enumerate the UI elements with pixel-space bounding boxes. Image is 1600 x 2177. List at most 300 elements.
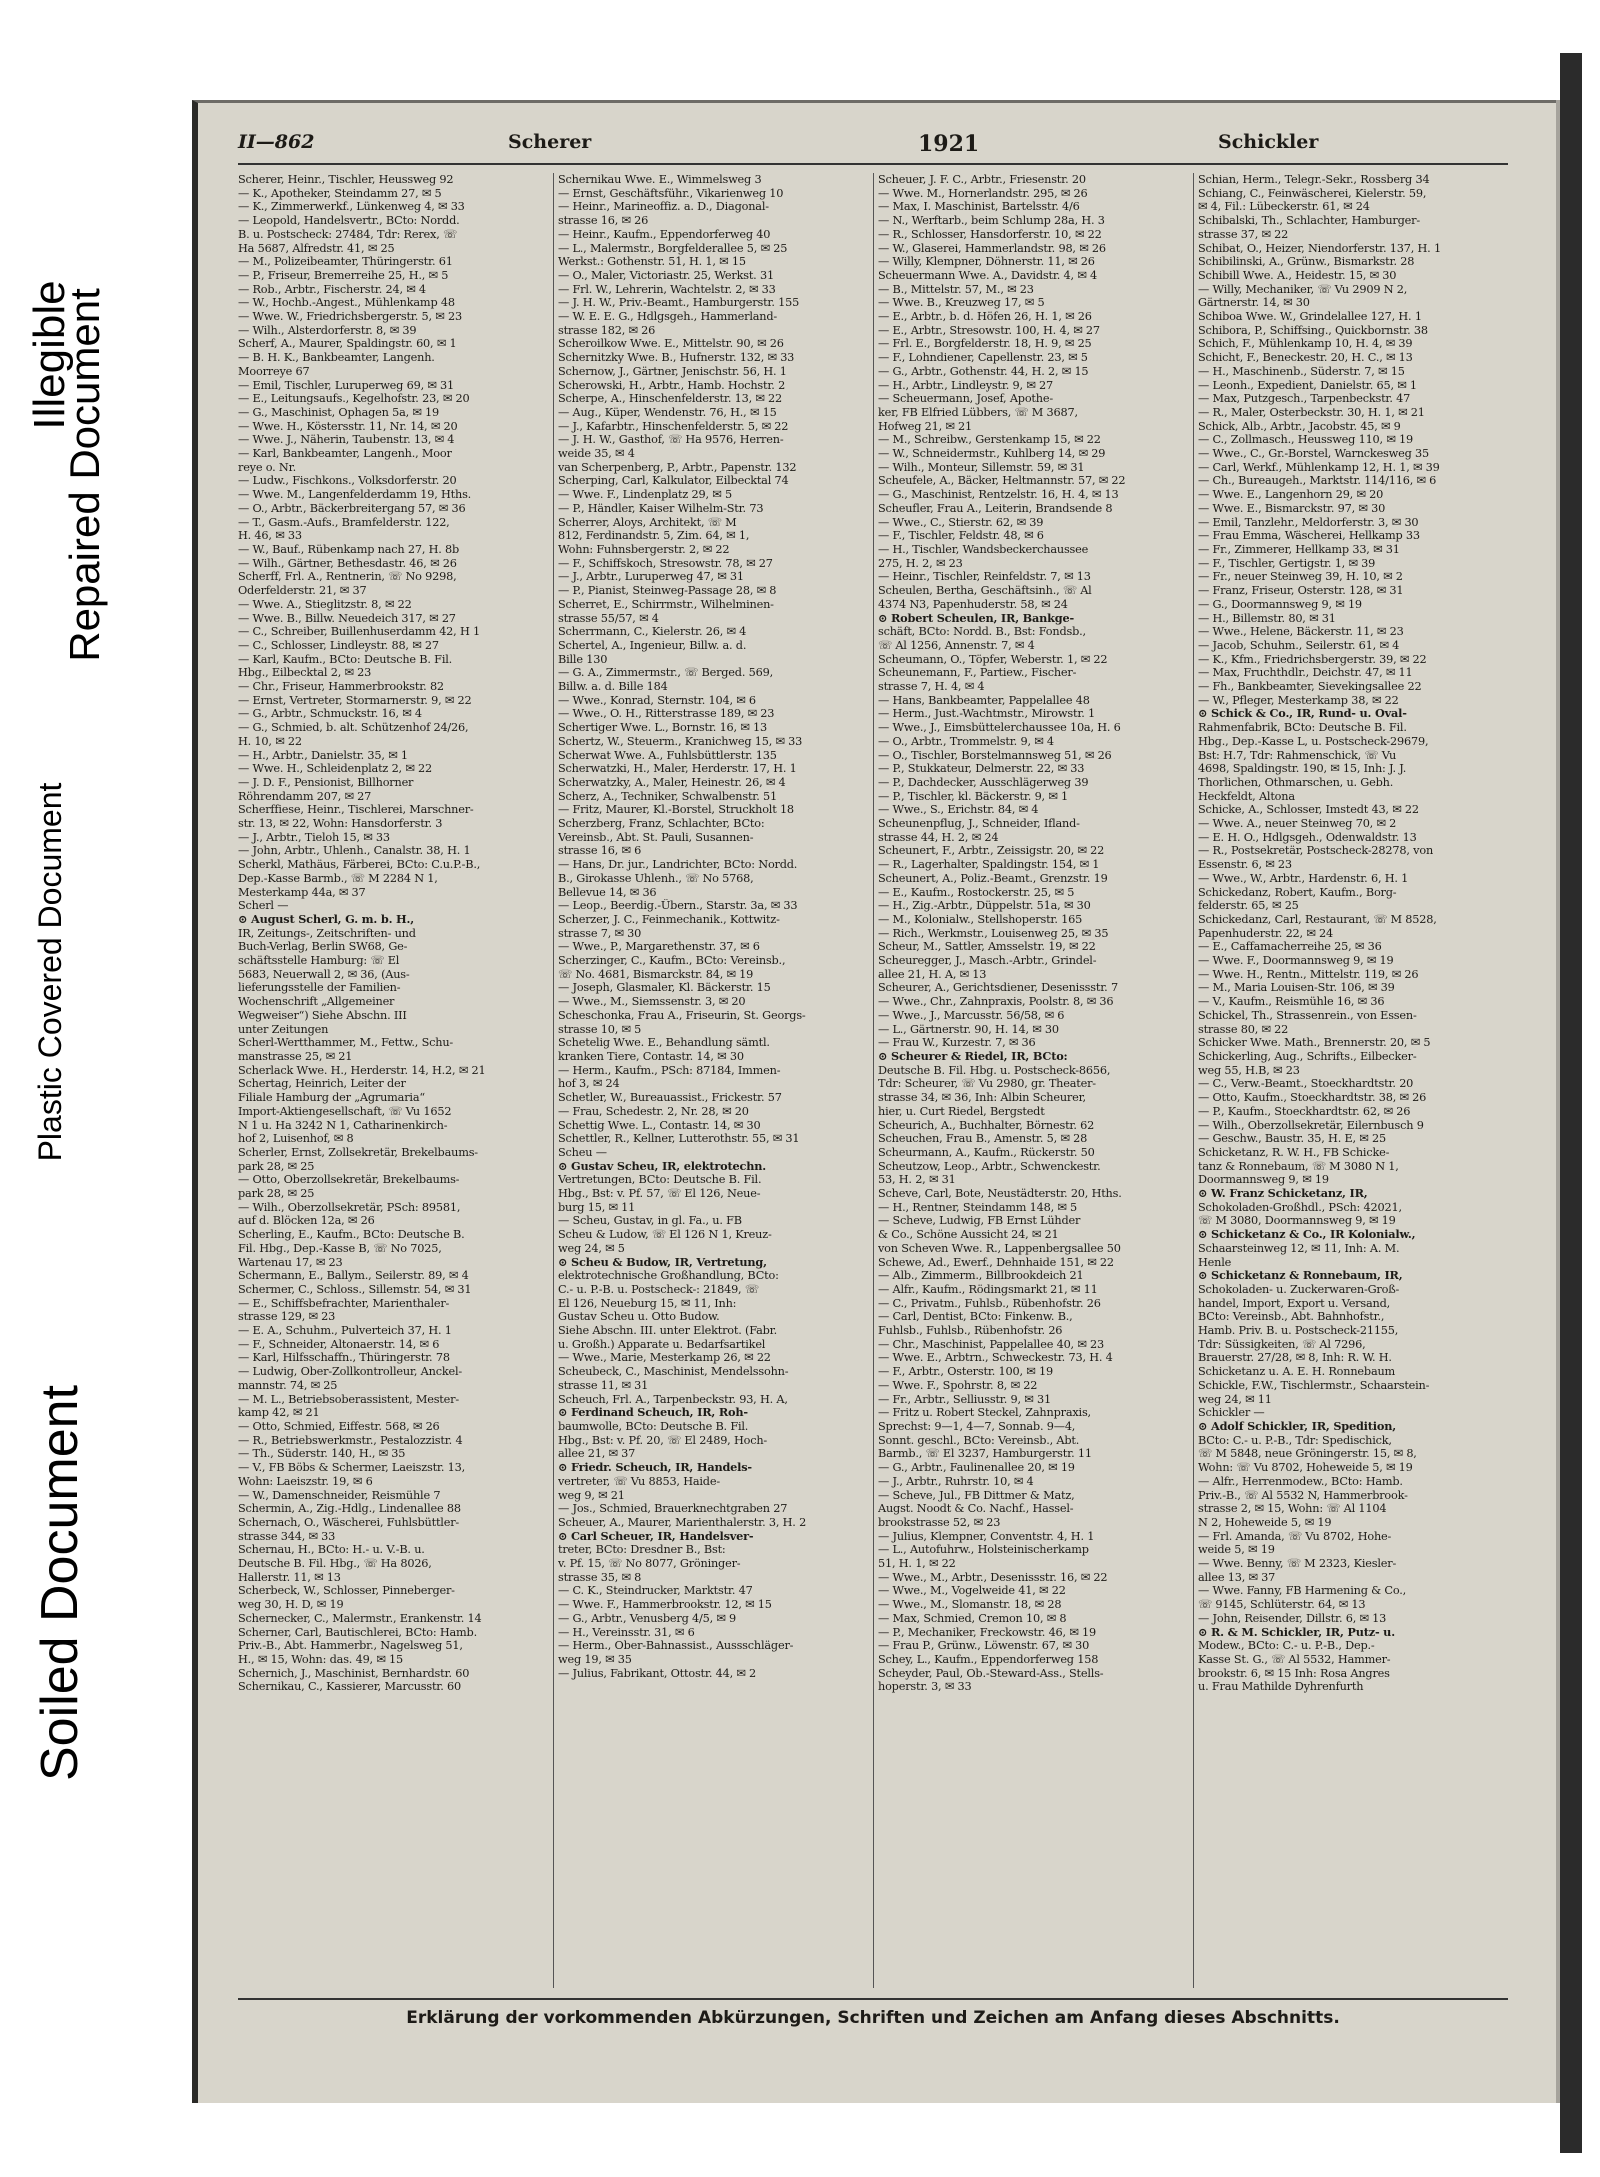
directory-entry-line: Scherret, E., Schirrmstr., Wilhelminen- bbox=[558, 597, 774, 611]
directory-entry-line: Dep.-Kasse Barmb., ☏ M 2284 N 1, bbox=[238, 871, 438, 885]
directory-entry-line: — H., Arbtr., Danielstr. 35, ✉ 1 bbox=[238, 748, 408, 762]
running-head bbox=[238, 131, 1518, 163]
directory-entry-line: manstrasse 25, ✉ 21 bbox=[238, 1050, 353, 1063]
directory-entry-line: — F., Arbtr., Osterstr. 100, ✉ 19 bbox=[878, 1365, 1053, 1379]
directory-entry-line: H. 10, ✉ 22 bbox=[238, 734, 302, 748]
directory-entry-line: — Carl, Werkf., Mühlenkamp 12, H. 1, ✉ 39 bbox=[1198, 460, 1440, 474]
directory-entry-line: kamp 42, ✉ 21 bbox=[238, 1406, 320, 1420]
directory-entry-line: strasse 34, ✉ 36, Inh: Albin Scheurer, bbox=[878, 1091, 1086, 1105]
directory-entry-line: Scherrer, Aloys, Architekt, ☏ M bbox=[558, 515, 737, 529]
directory-entry-line: Brauerstr. 27/28, ✉ 8, Inh: R. W. H. bbox=[1198, 1351, 1392, 1365]
last-entry-word: Schickler bbox=[1218, 131, 1319, 153]
directory-entry-line: Siehe Abschn. III. unter Elektrot. (Fabr. bbox=[558, 1324, 778, 1338]
directory-page-scan bbox=[192, 100, 1556, 2103]
directory-entry-line: Schickel, Th., Strassenrein., von Essen- bbox=[1198, 1008, 1417, 1022]
directory-entry-line: Scheschonka, Frau A., Friseurin, St. Georgs- bbox=[558, 1008, 806, 1022]
directory-entry-line: — L., Gärtnerstr. 90, H. 14, ✉ 30 bbox=[878, 1022, 1059, 1036]
directory-entry-line: Schickedanz, Carl, Restaurant, ☏ M 8528, bbox=[1198, 912, 1437, 926]
directory-entry-line: Gärtnerstr. 14, ✉ 30 bbox=[1198, 296, 1310, 310]
directory-entry-line: — Julius, Klempner, Conventstr. 4, H. 1 bbox=[878, 1529, 1095, 1543]
directory-entry-line: ⊙ Schicketanz & Ronnebaum, IR, bbox=[1198, 1269, 1403, 1283]
directory-entry-line: — G. A., Zimmermstr., ☏ Berged. 569, bbox=[558, 666, 773, 680]
directory-entry-line: Ha 5687, Alfredstr. 41, ✉ 25 bbox=[238, 241, 395, 255]
directory-entry-line: Heckfeldt, Altona bbox=[1198, 789, 1295, 803]
directory-entry-line: weg 30, H. D, ✉ 19 bbox=[238, 1598, 344, 1612]
directory-entry-line: Henle bbox=[1198, 1255, 1232, 1269]
directory-entry-line: — Alb., Zimmerm., Billbrookdeich 21 bbox=[878, 1269, 1084, 1283]
directory-entry-line: Scherf, A., Maurer, Spaldingstr. 60, ✉ 1 bbox=[238, 337, 457, 351]
directory-column-4 bbox=[1198, 173, 1510, 1988]
directory-entry-line: weg 55, H.B, ✉ 23 bbox=[1198, 1063, 1300, 1077]
directory-entry-line: Schernitzky Wwe. B., Hufnerstr. 132, ✉ 33 bbox=[558, 351, 795, 365]
directory-entry-line: Scheunenpflug, J., Schneider, Ifland- bbox=[878, 817, 1080, 831]
directory-entry-line: Moorreye 67 bbox=[238, 364, 310, 378]
directory-entry-line: — Hans, Dr. jur., Landrichter, BCto: Nordd. bbox=[558, 858, 798, 872]
directory-entry-line: — Wilh., Gärtner, Bethesdastr. 46, ✉ 26 bbox=[238, 556, 457, 570]
directory-entry-line: — H., Tischler, Wandsbeckerchaussee bbox=[878, 542, 1089, 556]
directory-entry-line: strasse 129, ✉ 23 bbox=[238, 1310, 336, 1324]
directory-entry-line: Scherz, A., Techniker, Schwalbenstr. 51 bbox=[558, 789, 778, 803]
directory-entry-line: brookstrasse 52, ✉ 23 bbox=[878, 1515, 1001, 1529]
directory-entry-line: hoperstr. 3, ✉ 33 bbox=[878, 1680, 972, 1694]
footer-note: Erklärung der vorkommenden Abkürzungen, Schriften und Zeichen am Anfang dieses Abschnitts. bbox=[406, 2008, 1340, 2028]
directory-entry-line: — Scheu, Gustav, in gl. Fa., u. FB bbox=[558, 1214, 742, 1228]
directory-entry-line: ✉ 4, Fil.: Lübeckerstr. 61, ✉ 24 bbox=[1198, 200, 1370, 214]
directory-entry-line: Scheyder, Paul, Ob.-Steward-Ass., Stells- bbox=[878, 1666, 1104, 1680]
directory-entry-line: str. 13, ✉ 22, Wohn: Hansdorferstr. 3 bbox=[238, 817, 443, 831]
directory-entry-line: — John, Reisender, Dillstr. 6, ✉ 13 bbox=[1198, 1611, 1387, 1625]
directory-entry-line: — Emil, Tischler, Luruperweg 69, ✉ 31 bbox=[238, 378, 454, 392]
directory-entry-line: brookstr. 6, ✉ 15 Inh: Rosa Angres bbox=[1198, 1666, 1390, 1680]
directory-entry-line: ⊙ Robert Scheulen, IR, Bankge- bbox=[878, 611, 1074, 625]
directory-entry-line: — Fr., Arbtr., Selliusstr. 9, ✉ 31 bbox=[878, 1392, 1051, 1406]
directory-entry-line: strasse 7, ✉ 30 bbox=[558, 926, 642, 940]
directory-entry-line: Scheumann, O., Töpfer, Weberstr. 1, ✉ 22 bbox=[878, 652, 1108, 666]
directory-entry-line: B., Girokasse Uhlenh., ☏ No 5768, bbox=[558, 871, 754, 885]
directory-entry-line: Hamb. Priv. B. u. Postscheck-21155, bbox=[1198, 1324, 1399, 1338]
directory-entry-line: — K., Apotheker, Steindamm 27, ✉ 5 bbox=[238, 186, 442, 200]
directory-entry-line: Billw. a. d. Bille 184 bbox=[558, 680, 668, 694]
directory-entry-line: Papenhuderstr. 22, ✉ 24 bbox=[1198, 926, 1333, 940]
directory-entry-line: ⊙ Friedr. Scheuch, IR, Handels- bbox=[558, 1461, 752, 1475]
scan-edge bbox=[1560, 53, 1582, 2153]
directory-entry-line: — Franz, Friseur, Osterstr. 128, ✉ 31 bbox=[1198, 584, 1404, 598]
directory-entry-line: — W. E. E. G., Hdlgsgeh., Hammerland- bbox=[558, 310, 778, 324]
directory-entry-line: — Wwe. H., Köstersstr. 11, Nr. 14, ✉ 20 bbox=[238, 419, 458, 433]
directory-entry-line: Doormannsweg 9, ✉ 19 bbox=[1198, 1173, 1329, 1187]
directory-entry-line: ⊙ Scheu & Budow, IR, Vertretung, bbox=[558, 1255, 767, 1269]
directory-entry-line: — G., Doormannsweg 9, ✉ 19 bbox=[1198, 597, 1362, 611]
directory-entry-line: strasse 182, ✉ 26 bbox=[558, 323, 656, 337]
directory-entry-line: — Max, Putzgesch., Tarpenbeckstr. 47 bbox=[1198, 392, 1411, 406]
directory-entry-line: — Wwe. E., Langenhorn 29, ✉ 20 bbox=[1198, 488, 1384, 502]
directory-entry-line: strasse 2, ✉ 15, Wohn: ☏ Al 1104 bbox=[1198, 1502, 1387, 1516]
directory-entry-line: — Karl, Bankbeamter, Langenh., Moor bbox=[238, 447, 452, 461]
directory-entry-line: — Ernst, Geschäftsführ., Vikarienweg 10 bbox=[558, 186, 784, 200]
directory-entry-line: Scherler, Ernst, Zollsekretär, Brekelbaums- bbox=[238, 1145, 478, 1159]
directory-entry-line: weg 9, ✉ 21 bbox=[558, 1488, 625, 1502]
directory-entry-line: — Scheve, Jul., FB Dittmer & Matz, bbox=[878, 1488, 1075, 1502]
directory-entry-line: ker, FB Elfried Lübbers, ☏ M 3687, bbox=[878, 405, 1078, 419]
directory-entry-line: Schiang, C., Feinwäscherei, Kielerstr. 59, bbox=[1198, 186, 1427, 200]
directory-entry-line: Schetelig Wwe. E., Behandlung sämtl. bbox=[558, 1036, 770, 1050]
directory-entry-line: Schian, Herm., Telegr.-Sekr., Rossberg 34 bbox=[1198, 173, 1430, 186]
directory-entry-line: — C., Zollmasch., Heussweg 110, ✉ 19 bbox=[1198, 433, 1413, 447]
directory-entry-line: 4698, Spaldingstr. 190, ✉ 15, Inh: J. J. bbox=[1198, 762, 1407, 776]
directory-entry-line: strasse 16, ✉ 26 bbox=[558, 214, 649, 228]
directory-entry-line: Schetler, W., Bureauassist., Frickestr. 57 bbox=[558, 1091, 782, 1105]
directory-entry-line: Schibill Wwe. A., Heidestr. 15, ✉ 30 bbox=[1198, 268, 1397, 282]
directory-entry-line: — Leop., Beerdig.-Übern., Starstr. 3a, ✉ 33 bbox=[558, 899, 798, 913]
directory-column-3 bbox=[878, 173, 1190, 1988]
directory-entry-line: — Scheuermann, Josef, Apothe- bbox=[878, 392, 1053, 406]
directory-entry-line: Gustav Scheu u. Otto Budow. bbox=[558, 1310, 720, 1324]
directory-entry-line: — G., Arbtr., Gothenstr. 44, H. 2, ✉ 15 bbox=[878, 364, 1089, 378]
directory-entry-line: — P., Pianist, Steinweg-Passage 28, ✉ 8 bbox=[558, 584, 777, 598]
directory-entry-line: — Fr., neuer Steinweg 39, H. 10, ✉ 2 bbox=[1198, 570, 1403, 584]
directory-columns bbox=[238, 173, 1508, 1993]
directory-entry-line: — Wwe. F., Hammerbrookstr. 12, ✉ 15 bbox=[558, 1598, 772, 1612]
directory-entry-line: — Wwe., J., Eimsbüttelerchaussee 10a, H. 6 bbox=[878, 721, 1121, 735]
page-number: II—862 bbox=[238, 131, 315, 153]
directory-entry-line: — J., Arbtr., Tieloh 15, ✉ 33 bbox=[238, 830, 390, 844]
directory-entry-line: Scheu — bbox=[558, 1145, 607, 1159]
directory-entry-line: C.- u. P.-B. u. Postscheck-: 21849, ☏ bbox=[558, 1282, 759, 1296]
directory-entry-line: — Wwe., C., Stierstr. 62, ✉ 39 bbox=[878, 515, 1044, 529]
label-repaired-document: Repaired Document bbox=[61, 288, 108, 662]
directory-entry-line: Deutsche B. Fil. Hbg. u. Postscheck-8656, bbox=[878, 1063, 1111, 1077]
directory-entry-line: reye o. Nr. bbox=[238, 460, 296, 474]
directory-entry-line: Priv.-B., ☏ Al 5532 N, Hammerbrook- bbox=[1198, 1488, 1408, 1502]
directory-entry-line: — R., Maler, Osterbeckstr. 30, H. 1, ✉ 21 bbox=[1198, 405, 1425, 419]
directory-entry-line: Schernikau Wwe. E., Wimmelsweg 3 bbox=[558, 173, 762, 186]
directory-entry-line: IR, Zeitungs-, Zeitschriften- und bbox=[238, 926, 416, 940]
directory-entry-line: Modew., BCto: C.- u. P.-B., Dep.- bbox=[1198, 1639, 1375, 1653]
directory-entry-line: — K., Kfm., Friedrichsbergerstr. 39, ✉ 22 bbox=[1198, 652, 1427, 666]
directory-entry-line: vertreter, ☏ Vu 8853, Haide- bbox=[558, 1474, 720, 1488]
directory-entry-line: — W., Pfleger, Mesterkamp 38, ✉ 22 bbox=[1198, 693, 1399, 707]
directory-entry-line: Schertag, Heinrich, Leiter der bbox=[238, 1077, 406, 1091]
directory-entry-line: Schibat, O., Heizer, Niendorferstr. 137, H. 1 bbox=[1198, 241, 1441, 255]
directory-entry-line: H., ✉ 15, Wohn: das. 49, ✉ 15 bbox=[238, 1652, 403, 1666]
directory-entry-line: — M. L., Betriebsoberassistent, Mester- bbox=[238, 1392, 459, 1406]
directory-entry-line: — T., Gasm.-Aufs., Bramfelderstr. 122, bbox=[238, 515, 450, 529]
directory-entry-line: ☏ No. 4681, Bismarckstr. 84, ✉ 19 bbox=[558, 967, 754, 981]
directory-entry-line: felderstr. 65, ✉ 25 bbox=[1198, 899, 1299, 913]
directory-entry-line: weide 35, ✉ 4 bbox=[558, 447, 635, 461]
directory-entry-line: — Wwe., Marie, Mesterkamp 26, ✉ 22 bbox=[558, 1351, 771, 1365]
directory-entry-line: — Wwe. B., Kreuzweg 17, ✉ 5 bbox=[878, 296, 1045, 310]
directory-entry-line: — L., Malermstr., Borgfelderallee 5, ✉ 25 bbox=[558, 241, 788, 255]
directory-entry-line: — Wwe., C., Gr.-Borstel, Warnckesweg 35 bbox=[1198, 447, 1430, 461]
column-rule bbox=[1193, 173, 1194, 1988]
directory-entry-line: von Scheven Wwe. R., Lappenbergsallee 50 bbox=[878, 1241, 1121, 1255]
directory-entry-line: Scherff, Frl. A., Rentnerin, ☏ No 9298, bbox=[238, 570, 457, 584]
directory-entry-line: — F., Schiffskoch, Stresowstr. 78, ✉ 27 bbox=[558, 556, 773, 570]
directory-entry-line: — Wwe., M., Slomanstr. 18, ✉ 28 bbox=[878, 1598, 1062, 1612]
directory-entry-line: Schokoladen-Großhdl., PSch: 42021, bbox=[1198, 1200, 1402, 1214]
directory-entry-line: 53, H. 2, ✉ 31 bbox=[878, 1173, 956, 1187]
directory-entry-line: Scherowski, H., Arbtr., Hamb. Hochstr. 2 bbox=[558, 378, 786, 392]
directory-entry-line: — Fritz, Maurer, Kl.-Borstel, Struckholt 18 bbox=[558, 803, 794, 817]
directory-entry-line: BCto: C.- u. P.-B., Tdr: Spedischick, bbox=[1198, 1433, 1392, 1447]
directory-entry-line: Scheufele, A., Bäcker, Heltmannstr. 57, ✉ 22 bbox=[878, 474, 1126, 488]
directory-entry-line: & Co., Schöne Aussicht 24, ✉ 21 bbox=[878, 1228, 1059, 1242]
directory-entry-line: El 126, Neueburg 15, ✉ 11, Inh: bbox=[558, 1296, 737, 1310]
directory-entry-line: — Wwe. F., Spohrstr. 8, ✉ 22 bbox=[878, 1378, 1038, 1392]
directory-entry-line: — Wwe., W., Arbtr., Hardenstr. 6, H. 1 bbox=[1198, 871, 1409, 885]
directory-entry-line: — Wwe. Benny, ☏ M 2323, Kiesler- bbox=[1198, 1557, 1397, 1571]
directory-entry-line: strasse 7, H. 4, ✉ 4 bbox=[878, 680, 985, 694]
directory-entry-line: Schernau, H., BCto: H.- u. V.-B. u. bbox=[238, 1543, 425, 1557]
directory-entry-line: — O., Arbtr., Trommelstr. 9, ✉ 4 bbox=[878, 734, 1054, 748]
directory-entry-line: — E., Arbtr., b. d. Höfen 26, H. 1, ✉ 26 bbox=[878, 310, 1092, 324]
directory-entry-line: Bille 130 bbox=[558, 652, 608, 666]
directory-entry-line: Wohn: ☏ Vu 8702, Hoheweide 5, ✉ 19 bbox=[1198, 1461, 1413, 1475]
directory-entry-line: — H., Billemstr. 80, ✉ 31 bbox=[1198, 611, 1336, 625]
directory-entry-line: ⊙ Schicketanz & Co., IR Kolonialw., bbox=[1198, 1228, 1416, 1242]
directory-year: 1921 bbox=[918, 131, 980, 157]
directory-entry-line: Scherwatzky, A., Maler, Heinestr. 26, ✉ 4 bbox=[558, 775, 786, 789]
directory-entry-line: Schickerling, Aug., Schrifts., Eilbecker- bbox=[1198, 1050, 1417, 1063]
directory-entry-line: Scherwatzki, H., Maler, Herderstr. 17, H. 1 bbox=[558, 762, 797, 776]
directory-entry-line: — Herm., Just.-Wachtmstr., Mirowstr. 1 bbox=[878, 707, 1096, 721]
directory-entry-line: Hbg., Dep.-Kasse L, u. Postscheck-29679, bbox=[1198, 734, 1429, 748]
directory-entry-line: — Max, I. Maschinist, Bartelsstr. 4/6 bbox=[878, 200, 1080, 214]
directory-entry-line: Import-Aktiengesellschaft, ☏ Vu 1652 bbox=[238, 1104, 452, 1118]
directory-entry-line: — G., Arbtr., Venusberg 4/5, ✉ 9 bbox=[558, 1611, 737, 1625]
directory-entry-line: hof 3, ✉ 24 bbox=[558, 1077, 620, 1091]
directory-entry-line: Bellevue 14, ✉ 36 bbox=[558, 885, 657, 899]
directory-entry-line: Oderfelderstr. 21, ✉ 37 bbox=[238, 584, 367, 598]
directory-entry-line: — Otto, Kaufm., Stoeckhardtstr. 38, ✉ 26 bbox=[1198, 1091, 1427, 1105]
directory-entry-line: auf d. Blöcken 12a, ✉ 26 bbox=[238, 1214, 375, 1228]
directory-entry-line: — Chr., Maschinist, Pappelallee 40, ✉ 23 bbox=[878, 1337, 1104, 1351]
directory-entry-line: — Leopold, Handelsvertr., BCto: Nordd. bbox=[238, 214, 460, 228]
directory-entry-line: Scherkl, Mathäus, Färberei, BCto: C.u.P.-B., bbox=[238, 858, 481, 872]
directory-entry-line: ⊙ Gustav Scheu, IR, elektrotechn. bbox=[558, 1159, 766, 1173]
directory-entry-line: Scheuchen, Frau B., Amenstr. 5, ✉ 28 bbox=[878, 1132, 1088, 1146]
directory-entry-line: — R., Betriebswerkmstr., Pestalozzistr. 4 bbox=[238, 1433, 463, 1447]
directory-entry-line: — G., Maschinist, Ophagen 5a, ✉ 19 bbox=[238, 405, 440, 419]
first-entry-word: Scherer bbox=[508, 131, 592, 153]
directory-entry-line: — Wwe. H., Rentn., Mittelstr. 119, ✉ 26 bbox=[1198, 967, 1419, 981]
directory-entry-line: — F., Tischler, Feldstr. 48, ✉ 6 bbox=[878, 529, 1044, 543]
directory-entry-line: — Frl. E., Borgfelderstr. 18, H. 9, ✉ 25 bbox=[878, 337, 1092, 351]
directory-entry-line: — O., Arbtr., Bäckerbreitergang 57, ✉ 36 bbox=[238, 501, 466, 515]
directory-entry-line: Scherer, Heinr., Tischler, Heussweg 92 bbox=[238, 173, 454, 186]
directory-entry-line: — E., Schiffsbefrachter, Marienthaler- bbox=[238, 1296, 450, 1310]
directory-entry-line: hier, u. Curt Riedel, Bergstedt bbox=[878, 1104, 1045, 1118]
directory-entry-line: — Hans, Bankbeamter, Pappelallee 48 bbox=[878, 693, 1090, 707]
directory-entry-line: — R., Schlosser, Hansdorferstr. 10, ✉ 22 bbox=[878, 227, 1102, 241]
directory-entry-line: N 2, Hoheweide 5, ✉ 19 bbox=[1198, 1515, 1332, 1529]
directory-entry-line: Mesterkamp 44a, ✉ 37 bbox=[238, 885, 366, 899]
directory-entry-line: 275, H. 2, ✉ 23 bbox=[878, 556, 963, 570]
directory-entry-line: strasse 44, H. 2, ✉ 24 bbox=[878, 830, 999, 844]
directory-entry-line: Schertiger Wwe. L., Bornstr. 16, ✉ 13 bbox=[558, 721, 767, 735]
directory-entry-line: ⊙ Schick & Co., IR, Rund- u. Oval- bbox=[1198, 707, 1407, 721]
directory-entry-line: strasse 37, ✉ 22 bbox=[1198, 227, 1289, 241]
directory-entry-line: Deutsche B. Fil. Hbg., ☏ Ha 8026, bbox=[238, 1557, 432, 1571]
footer-rule bbox=[238, 1998, 1508, 2000]
directory-entry-line: Scheulen, Bertha, Geschäftsinh., ☏ Al bbox=[878, 584, 1092, 598]
directory-entry-line: Schernich, J., Maschinist, Bernhardstr. 60 bbox=[238, 1666, 470, 1680]
directory-entry-line: — Wwe. H., Schleidenplatz 2, ✉ 22 bbox=[238, 762, 432, 776]
directory-entry-line: — Wwe., M., Siemssenstr. 3, ✉ 20 bbox=[558, 995, 746, 1009]
directory-entry-line: — Max, Schmied, Cremon 10, ✉ 8 bbox=[878, 1611, 1067, 1625]
directory-entry-line: — J., Arbtr., Luruperweg 47, ✉ 31 bbox=[558, 570, 744, 584]
directory-entry-line: — G., Arbtr., Schmuckstr. 16, ✉ 4 bbox=[238, 707, 422, 721]
directory-entry-line: handel, Import, Export u. Versand, bbox=[1198, 1296, 1391, 1310]
column-rule bbox=[873, 173, 874, 1988]
directory-entry-line: — Frl. Amanda, ☏ Vu 8702, Hohe- bbox=[1198, 1529, 1392, 1543]
directory-entry-line: — P., Stukkateur, Delmerstr. 22, ✉ 33 bbox=[878, 762, 1085, 776]
directory-entry-line: — V., Kaufm., Reismühle 16, ✉ 36 bbox=[1198, 995, 1385, 1009]
directory-entry-line: — Max, Fruchthdlr., Deichstr. 47, ✉ 11 bbox=[1198, 666, 1413, 680]
directory-entry-line: Werkst.: Gothenstr. 51, H. 1, ✉ 15 bbox=[558, 255, 746, 269]
directory-entry-line: ☏ M 5848, neue Gröningerstr. 15, ✉ 8, bbox=[1198, 1447, 1417, 1461]
directory-entry-line: — Herm., Kaufm., PSch: 87184, Immen- bbox=[558, 1063, 781, 1077]
directory-entry-line: 4374 N3, Papenhuderstr. 58, ✉ 24 bbox=[878, 597, 1068, 611]
directory-entry-line: Scherbeck, W., Schlosser, Pinneberger- bbox=[238, 1584, 455, 1598]
directory-entry-line: 5683, Neuerwall 2, ✉ 36, (Aus- bbox=[238, 967, 410, 981]
directory-entry-line: strasse 344, ✉ 33 bbox=[238, 1529, 336, 1543]
directory-entry-line: Rahmenfabrik, BCto: Deutsche B. Fil. bbox=[1198, 721, 1407, 735]
directory-entry-line: Tdr: Süssigkeiten, ☏ Al 7296, bbox=[1198, 1337, 1366, 1351]
directory-entry-line: Schibalski, Th., Schlachter, Hamburger- bbox=[1198, 214, 1420, 228]
directory-entry-line: — Wwe. E., Arbtrn., Schweckestr. 73, H. 4 bbox=[878, 1351, 1113, 1365]
directory-entry-line: treter, BCto: Dresdner B., Bst: bbox=[558, 1543, 726, 1557]
directory-entry-line: Schicketanz u. A. E. H. Ronnebaum bbox=[1198, 1365, 1396, 1379]
directory-entry-line: Scherner, Carl, Bautischlerei, BCto: Hamb. bbox=[238, 1625, 477, 1639]
directory-entry-line: — W., Hochb.-Angest., Mühlenkamp 48 bbox=[238, 296, 455, 310]
directory-entry-line: — L., Autofuhrw., Holsteinischerkamp bbox=[878, 1543, 1089, 1557]
directory-entry-line: B. u. Postscheck: 27484, Tdr: Rerex, ☏ bbox=[238, 227, 457, 241]
directory-entry-line: Scheuch, Frl. A., Tarpenbeckstr. 93, H. A, bbox=[558, 1392, 788, 1406]
directory-entry-line: Scheroilkow Wwe. E., Mittelstr. 90, ✉ 26 bbox=[558, 337, 784, 351]
directory-entry-line: Schich, F., Mühlenkamp 10, H. 4, ✉ 39 bbox=[1198, 337, 1413, 351]
directory-entry-line: — P., Kaufm., Stoeckhardtstr. 62, ✉ 26 bbox=[1198, 1104, 1411, 1118]
directory-entry-line: — Scheve, Ludwig, FB Ernst Lühder bbox=[878, 1214, 1081, 1228]
directory-entry-line: Schernach, O., Wäscherei, Fuhlsbüttler- bbox=[238, 1515, 460, 1529]
directory-entry-line: Scheunert, A., Poliz.-Beamt., Grenzstr. 19 bbox=[878, 871, 1108, 885]
directory-entry-line: — Frau W., Kurzestr. 7, ✉ 36 bbox=[878, 1036, 1036, 1050]
directory-entry-line: Scherzer, J. C., Feinmechanik., Kottwitz- bbox=[558, 912, 780, 926]
directory-entry-line: allee 21, ✉ 37 bbox=[558, 1447, 636, 1461]
directory-entry-line: Scherping, Carl, Kalkulator, Eilbecktal 74 bbox=[558, 474, 789, 488]
directory-entry-line: — F., Schneider, Altonaerstr. 14, ✉ 6 bbox=[238, 1337, 440, 1351]
directory-entry-line: — E., Leitungsaufs., Kegelhofstr. 23, ✉ 20 bbox=[238, 392, 470, 406]
directory-entry-line: park 28, ✉ 25 bbox=[238, 1159, 315, 1173]
directory-entry-line: — Karl, Kaufm., BCto: Deutsche B. Fil. bbox=[238, 652, 453, 666]
directory-entry-line: — Wwe., P., Margarethenstr. 37, ✉ 6 bbox=[558, 940, 760, 954]
directory-entry-line: — C., Verw.-Beamt., Stoeckhardtstr. 20 bbox=[1198, 1077, 1414, 1091]
directory-entry-line: — Wwe., Chr., Zahnpraxis, Poolstr. 8, ✉ 36 bbox=[878, 995, 1114, 1009]
directory-entry-line: Filiale Hamburg der „Agrumaria“ bbox=[238, 1091, 425, 1105]
directory-entry-line: Schickle, F.W., Tischlermstr., Schaarstein- bbox=[1198, 1378, 1430, 1392]
directory-entry-line: Scheur, M., Sattler, Amsselstr. 19, ✉ 22 bbox=[878, 940, 1096, 954]
directory-entry-line: Scheunemann, F., Partiew., Fischer- bbox=[878, 666, 1077, 680]
directory-entry-line: — P., Dachdecker, Ausschlägerweg 39 bbox=[878, 775, 1089, 789]
directory-entry-line: — Fr., Zimmerer, Hellkamp 33, ✉ 31 bbox=[1198, 542, 1400, 556]
directory-entry-line: strasse 10, ✉ 5 bbox=[558, 1022, 642, 1036]
directory-entry-line: — Frau Emma, Wäscherei, Hellkamp 33 bbox=[1198, 529, 1420, 543]
directory-entry-line: — Wilh., Monteur, Sillemstr. 59, ✉ 31 bbox=[878, 460, 1085, 474]
directory-entry-line: — Jacob, Schuhm., Seilerstr. 61, ✉ 4 bbox=[1198, 638, 1400, 652]
directory-entry-line: — Wwe. B., Billw. Neuedeich 317, ✉ 27 bbox=[238, 611, 456, 625]
directory-entry-line: — J., Kafarbtr., Hinschenfelderstr. 5, ✉ 22 bbox=[558, 419, 789, 433]
directory-entry-line: — B. H. K., Bankbeamter, Langenh. bbox=[238, 351, 435, 365]
directory-entry-line: Schokoladen- u. Zuckerwaren-Groß- bbox=[1198, 1282, 1400, 1296]
directory-entry-line: BCto: Vereinsb., Abt. Bahnhofstr., bbox=[1198, 1310, 1385, 1324]
directory-entry-line: — P., Tischler, kl. Bäckerstr. 9, ✉ 1 bbox=[878, 789, 1068, 803]
directory-entry-line: — P., Mechaniker, Freckowstr. 46, ✉ 19 bbox=[878, 1625, 1096, 1639]
directory-entry-line: Schettig Wwe. L., Contastr. 14, ✉ 30 bbox=[558, 1118, 761, 1132]
directory-entry-line: strasse 35, ✉ 8 bbox=[558, 1570, 642, 1584]
directory-entry-line: — Heinr., Marineoffiz. a. D., Diagonal- bbox=[558, 200, 769, 214]
directory-entry-line: Scheve, Carl, Bote, Neustädterstr. 20, Hths. bbox=[878, 1187, 1122, 1201]
directory-entry-line: — W., Damenschneider, Reismühle 7 bbox=[238, 1488, 441, 1502]
directory-entry-line: strasse 16, ✉ 6 bbox=[558, 844, 642, 858]
directory-entry-line: Scheubeck, C., Maschinist, Mendelssohn- bbox=[558, 1365, 789, 1379]
directory-entry-line: — Wwe., O. H., Ritterstrasse 189, ✉ 23 bbox=[558, 707, 775, 721]
directory-entry-line: ⊙ Adolf Schickler, IR, Spedition, bbox=[1198, 1419, 1396, 1433]
directory-entry-line: strasse 80, ✉ 22 bbox=[1198, 1022, 1289, 1036]
directory-entry-line: — Alfr., Kaufm., Rödingsmarkt 21, ✉ 11 bbox=[878, 1282, 1098, 1296]
directory-entry-line: — C., Schreiber, Buillenhuserdamm 42, H 1 bbox=[238, 625, 480, 639]
directory-entry-line: — Wwe. A., Stieglitzstr. 8, ✉ 22 bbox=[238, 597, 412, 611]
directory-entry-line: v. Pf. 15, ☏ No 8077, Gröninger- bbox=[558, 1557, 741, 1571]
directory-entry-line: Schicker Wwe. Math., Brennerstr. 20, ✉ 5 bbox=[1198, 1036, 1431, 1050]
directory-entry-line: — Wwe. J., Näherin, Taubenstr. 13, ✉ 4 bbox=[238, 433, 455, 447]
directory-entry-line: Hofweg 21, ✉ 21 bbox=[878, 419, 972, 433]
directory-entry-line: Schicketanz, R. W. H., FB Schicke- bbox=[1198, 1145, 1390, 1159]
directory-entry-line: mannstr. 74, ✉ 25 bbox=[238, 1378, 338, 1392]
directory-entry-line: — Frau, Schedestr. 2, Nr. 28, ✉ 20 bbox=[558, 1104, 749, 1118]
directory-entry-line: H. 46, ✉ 33 bbox=[238, 529, 302, 543]
directory-entry-line: — G., Arbtr., Faulinenallee 20, ✉ 19 bbox=[878, 1461, 1075, 1475]
directory-entry-line: Schermann, E., Ballym., Seilerstr. 89, ✉ 4 bbox=[238, 1269, 469, 1283]
directory-entry-line: Sprechst: 9—1, 4—7, Sonnab. 9—4, bbox=[878, 1419, 1076, 1433]
directory-entry-line: — Frau P., Grünw., Löwenstr. 67, ✉ 30 bbox=[878, 1639, 1090, 1653]
directory-entry-line: — Wwe. E., Bismarckstr. 97, ✉ 30 bbox=[1198, 501, 1386, 515]
directory-entry-line: weg 24, ✉ 11 bbox=[1198, 1392, 1272, 1406]
directory-entry-line: — Rich., Werkmstr., Louisenweg 25, ✉ 35 bbox=[878, 926, 1109, 940]
directory-entry-line: Hbg., Bst: v. Pf. 57, ☏ El 126, Neue- bbox=[558, 1187, 761, 1201]
directory-entry-line: Schickedanz, Robert, Kaufm., Borg- bbox=[1198, 885, 1397, 899]
directory-entry-line: — E., Kaufm., Rostockerstr. 25, ✉ 5 bbox=[878, 885, 1075, 899]
directory-entry-line: — Aug., Küper, Wendenstr. 76, H., ✉ 15 bbox=[558, 405, 777, 419]
directory-entry-line: strasse 11, ✉ 31 bbox=[558, 1378, 649, 1392]
directory-entry-line: Schertel, A., Ingenieur, Billw. a. d. bbox=[558, 638, 747, 652]
directory-entry-line: — H., Arbtr., Lindleystr. 9, ✉ 27 bbox=[878, 378, 1053, 392]
directory-entry-line: — Willy, Mechaniker, ☏ Vu 2909 N 2, bbox=[1198, 282, 1408, 296]
directory-entry-line: — K., Zimmerwerkf., Lünkenweg 4, ✉ 33 bbox=[238, 200, 465, 214]
directory-entry-line: Schermin, A., Zig.-Hdlg., Lindenallee 88 bbox=[238, 1502, 461, 1516]
directory-entry-line: Schettler, R., Kellner, Lutterothstr. 55, ✉ 31 bbox=[558, 1132, 800, 1146]
directory-entry-line: u. Frau Mathilde Dyhrenfurth bbox=[1198, 1680, 1364, 1694]
directory-entry-line: — M., Polizeibeamter, Thüringerstr. 61 bbox=[238, 255, 453, 269]
directory-entry-line: Schicht, F., Beneckestr. 20, H. C., ✉ 13 bbox=[1198, 351, 1413, 365]
directory-entry-line: — Wwe. W., Friedrichsbergerstr. 5, ✉ 23 bbox=[238, 310, 462, 324]
directory-entry-line: Augst. Noodt & Co. Nachf., Hassel- bbox=[878, 1502, 1074, 1516]
directory-entry-line: Scheuer, A., Maurer, Marienthalerstr. 3, H. 2 bbox=[558, 1515, 807, 1529]
directory-entry-line: — O., Maler, Victoriastr. 25, Werkst. 31 bbox=[558, 268, 774, 282]
directory-entry-line: Schertz, W., Steuerm., Kranichweg 15, ✉ 33 bbox=[558, 734, 803, 748]
directory-entry-line: — B., Mittelstr. 57, M., ✉ 23 bbox=[878, 282, 1034, 296]
directory-entry-line: Vereinsb., Abt. St. Pauli, Susannen- bbox=[558, 830, 754, 844]
